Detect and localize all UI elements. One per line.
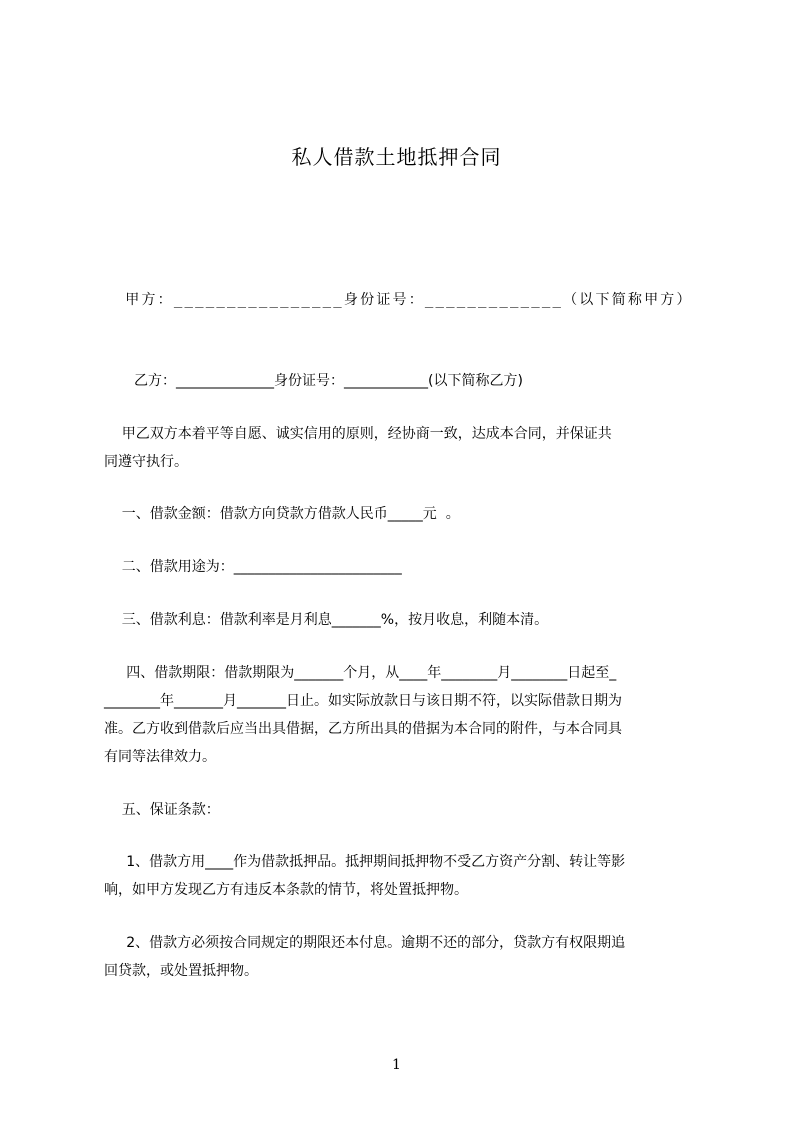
party-a-line: 甲方：________________身份证号：_____________（以下简称甲方） [104, 292, 693, 308]
clause-4-line-3: 准。乙方收到借款后应当出具借据，乙方所出具的借据为本合同的附件，与本合同具 [104, 721, 622, 737]
document-title: 私人借款土地抵押合同 [291, 145, 502, 169]
clause-4-line-1: 四、借款期限：借款期限为_______个月，从____年________月________日起至_ [104, 665, 617, 681]
intro-line-2: 同遵守执行。 [104, 454, 188, 470]
clause-1-amount: 一、借款金额：借款方向贷款方借款人民币_____元 。 [104, 506, 460, 522]
intro-line-1: 甲乙双方本着平等自愿、诚实信用的原则，经协商一致，达成本合同，并保证共 [104, 426, 612, 442]
clause-5-item-2-line-2: 回贷款，或处置抵押物。 [104, 963, 258, 979]
clause-3-interest: 三、借款利息：借款利率是月利息_______%，按月收息，利随本清。 [104, 612, 549, 628]
clause-5-item-2-line-1: 2、借款方必须按合同规定的期限还本付息。逾期不还的部分，贷款方有权限期追 [104, 935, 626, 951]
party-b-line: 乙方：______________身份证号：____________(以下简称乙方) [134, 373, 523, 389]
page-number: 1 [392, 1057, 401, 1073]
clause-4-line-4: 有同等法律效力。 [104, 749, 216, 765]
clause-2-purpose: 二、借款用途为：________________________ [104, 559, 402, 575]
clause-4-line-2: ________年_______月_______日止。如实际放款日与该日期不符，以实际借款日期为 [104, 693, 622, 709]
clause-5-item-1-line-1: 1、借款方用____作为借款抵押品。抵押期间抵押物不受乙方资产分割、转让等影 [104, 854, 626, 870]
clause-5-item-1-line-2: 响，如甲方发现乙方有违反本条款的情节，将处置抵押物。 [104, 882, 468, 898]
clause-5-heading: 五、保证条款： [104, 802, 220, 818]
